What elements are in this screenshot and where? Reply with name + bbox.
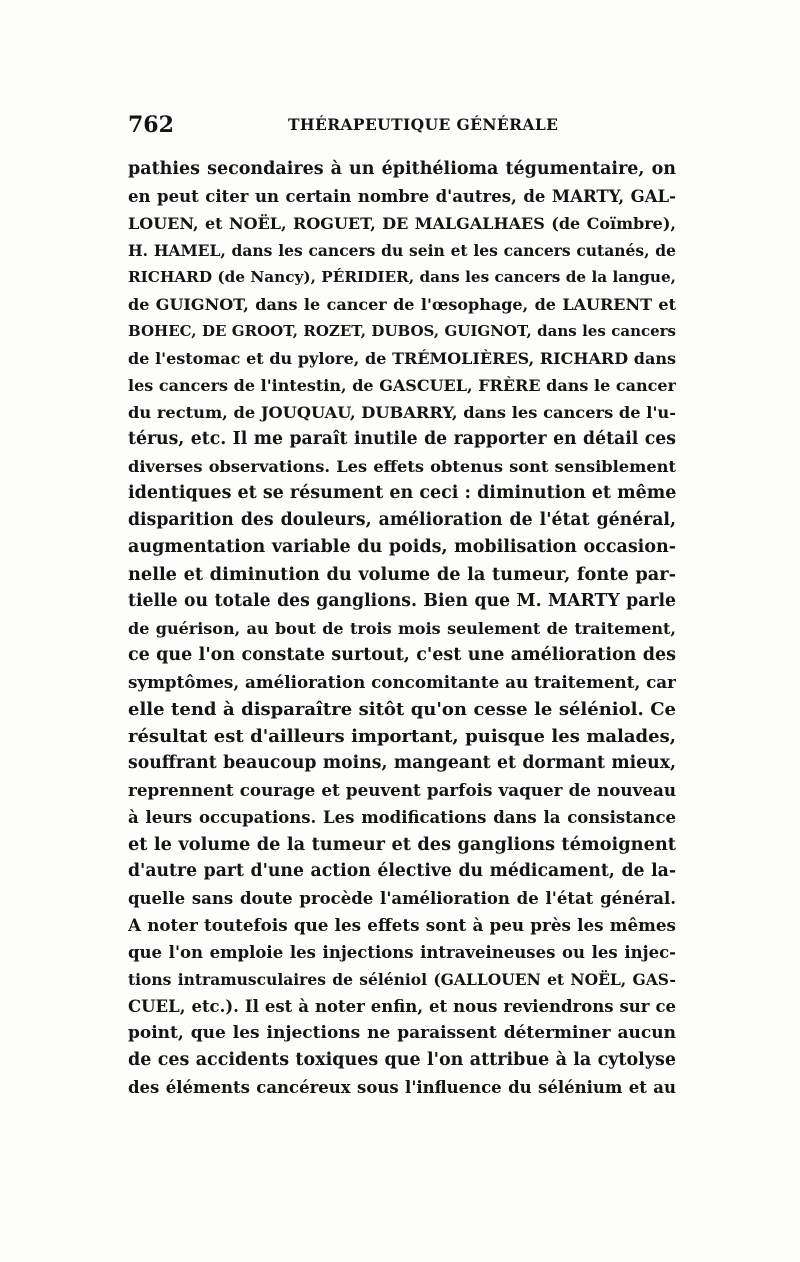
text-line: de ces accidents toxiques que l'on attribue à la cytolyse [128, 1050, 676, 1070]
text-line: résultat est d'ailleurs important, puisque les malades, [128, 726, 676, 747]
body-text [128, 156, 676, 1101]
text-line: à leurs occupations. Les modifications dans la consistance [128, 808, 676, 827]
text-line: A noter toutefois que les effets sont à peu près les mêmes [128, 915, 676, 935]
text-line: ce que l'on constate surtout, c'est une amélioration des [128, 645, 676, 665]
text-line: souffrant beaucoup moins, mangeant et dormant mieux, [128, 753, 676, 773]
text-line: symptômes, amélioration concomitante au traitement, car [128, 672, 676, 692]
text-line: disparition des douleurs, amélioration de l'état général, [128, 510, 676, 530]
text-line: point, que les injections ne paraissent déterminer aucun [128, 1023, 676, 1043]
text-line: de GUIGNOT, dans le cancer de l'œsophage, de LAURENT et [128, 295, 676, 314]
text-line: térus, etc. Il me paraît inutile de rapporter en détail ces [128, 429, 676, 449]
text-line: reprennent courage et peuvent parfois vaquer de nouveau [128, 780, 676, 800]
text-line: et le volume de la tumeur et des ganglions témoignent [128, 834, 676, 855]
text-line: tielle ou totale des ganglions. Bien que M. MARTY parle [128, 591, 676, 611]
text-line: LOUEN, et NOËL, ROGUET, DE MALGALHAES (de Coïmbre), [128, 214, 676, 233]
text-line: augmentation variable du poids, mobilisation occasion- [128, 537, 676, 557]
text-line: du rectum, de JOUQUAU, DUBARRY, dans les cancers de l'u- [128, 403, 676, 422]
text-line: H. HAMEL, dans les cancers du sein et les cancers cutanés, de [128, 241, 676, 260]
running-head [128, 112, 676, 142]
text-line: diverses observations. Les effets obtenus sont sensiblement [128, 457, 676, 476]
text-line: elle tend à disparaître sitôt qu'on cesse le séléniol. Ce [128, 699, 676, 720]
text-line: de l'estomac et du pylore, de TRÉMOLIÈRES, RICHARD dans [128, 349, 676, 368]
page-number: 762 [128, 112, 174, 138]
text-line: tions intramusculaires de séléniol (GALLOUEN et NOËL, GAS- [128, 970, 676, 989]
text-line: les cancers de l'intestin, de GASCUEL, FRÈRE dans le cancer [128, 376, 676, 395]
text-line: quelle sans doute procède l'amélioration de l'état général. [128, 889, 676, 908]
text-line: identiques et se résument en ceci : diminution et même [128, 483, 676, 503]
text-line: de guérison, au bout de trois mois seulement de traitement, [128, 619, 676, 638]
text-line: que l'on emploie les injections intraveineuses ou les injec- [128, 943, 676, 962]
running-title: THÉRAPEUTIQUE GÉNÉRALE [288, 115, 559, 134]
text-line: en peut citer un certain nombre d'autres, de MARTY, GAL- [128, 187, 676, 206]
text-line: pathies secondaires à un épithélioma tégumentaire, on [128, 159, 676, 179]
text-line: d'autre part d'une action élective du médicament, de la- [128, 861, 676, 881]
text-line: RICHARD (de Nancy), PÉRIDIER, dans les cancers de la langue, [128, 268, 676, 286]
text-line: BOHEC, DE GROOT, ROZET, DUBOS, GUIGNOT, dans les cancers [128, 322, 676, 340]
text-line: nelle et diminution du volume de la tumeur, fonte par- [128, 564, 676, 585]
text-line: CUEL, etc.). Il est à noter enfin, et nous reviendrons sur ce [128, 997, 676, 1016]
text-line: des éléments cancéreux sous l'influence du sélénium et au [128, 1078, 676, 1097]
